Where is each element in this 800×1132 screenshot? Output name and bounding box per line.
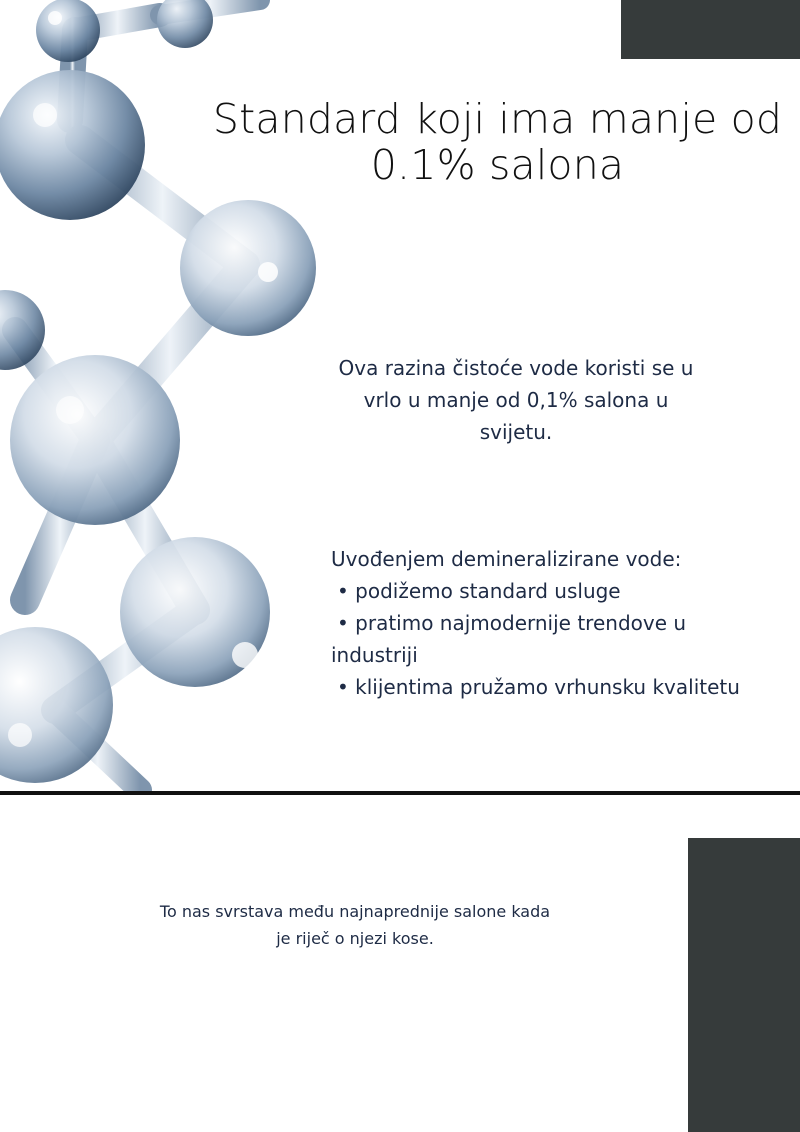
footer-line-1: To nas svrstava među najnaprednije salone kada bbox=[159, 902, 551, 921]
footer-line-2: je riječ o njezi kose. bbox=[276, 929, 434, 948]
benefit-item: • podižemo standard usluge bbox=[337, 579, 621, 603]
title-line-1: Standard koji ima manje od bbox=[212, 95, 783, 143]
top-corner-block bbox=[621, 0, 800, 59]
benefit-item-continuation: industriji bbox=[331, 643, 418, 667]
bottom-side-block bbox=[688, 838, 800, 1132]
intro-line-3: svijetu. bbox=[479, 420, 553, 444]
intro-line-2: vrlo u manje od 0,1% salona u bbox=[363, 388, 669, 412]
benefits-heading: Uvođenjem demineralizirane vode: bbox=[331, 547, 682, 571]
benefit-item: • pratimo najmodernije trendove u bbox=[337, 611, 687, 635]
benefits-section bbox=[331, 543, 771, 703]
benefits-list bbox=[331, 575, 771, 703]
footer-paragraph bbox=[120, 898, 590, 952]
intro-line-1: Ova razina čistoće vode koristi se u bbox=[338, 356, 694, 380]
section-divider bbox=[0, 791, 800, 795]
benefit-item: • klijentima pružamo vrhunsku kvalitetu bbox=[337, 675, 740, 699]
page-title bbox=[205, 96, 790, 188]
title-line-2: 0.1% salona bbox=[370, 141, 625, 189]
intro-paragraph bbox=[318, 352, 714, 448]
